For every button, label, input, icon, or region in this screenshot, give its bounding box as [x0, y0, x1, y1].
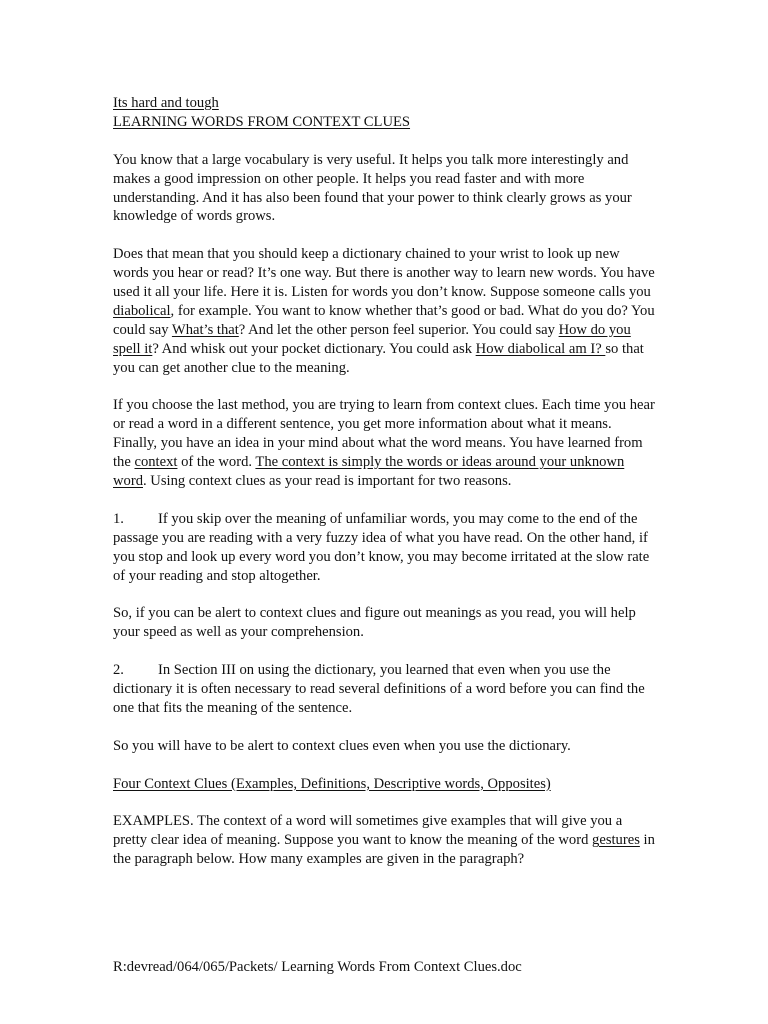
paragraph-vocabulary-intro — [113, 151, 658, 227]
paragraph-examples — [113, 812, 658, 869]
paragraph-speed — [113, 604, 658, 642]
underlined-phrase-how-diabolical: How diabolical am I? — [475, 340, 606, 357]
paragraph-text: So you will have to be alert to context clues even when you use the dictionary. — [113, 737, 571, 754]
underlined-term-diabolical: diabolical — [113, 302, 171, 319]
underlined-phrase-spell-it: How do you spell it — [113, 321, 631, 357]
section-heading — [113, 775, 658, 794]
paragraph-text: , for example. You want to know whether that’s good or bad. What do you do? You could say — [113, 302, 655, 338]
reason-text: In Section III on using the dictionary, you learned that even when you use the dictionary it is often necessary to read several definitions of a word before you can find the one that fits the meaning of the sentence. — [113, 662, 645, 716]
document-body — [113, 94, 658, 888]
reason-number: 2. — [113, 662, 124, 679]
reason-1 — [113, 510, 658, 586]
paragraph-alert — [113, 737, 658, 756]
paragraph-context-clues — [113, 396, 658, 491]
paragraph-text: in the paragraph below. How many examples are given in the paragraph? — [113, 832, 655, 868]
section-heading-text: Four Context Clues (Examples, Definitions, Descriptive words, Opposites) — [113, 775, 551, 792]
paragraph-text: ? And let the other person feel superior. You could say — [238, 321, 559, 338]
underlined-definition-context: The context is simply the words or ideas around your unknown word — [113, 454, 625, 490]
underlined-term-context: context — [134, 454, 178, 471]
paragraph-text: Does that mean that you should keep a dictionary chained to your wrist to look up new words you hear or read? It’s one way. But there is another way to learn new words. You have used it all your life. Here it is. Listen for words you don’t know. Suppose someone calls you — [113, 246, 655, 301]
paragraph-text: So, if you can be alert to context clues and figure out meanings as you read, you will help your speed as well as your comprehension. — [113, 605, 636, 641]
underlined-term-gestures: gestures — [592, 832, 640, 849]
document-subtitle: Its hard and tough — [113, 95, 219, 111]
reason-2 — [113, 661, 658, 718]
paragraph-dictionary — [113, 245, 658, 377]
paragraph-text: . Using context clues as your read is important for two reasons. — [143, 473, 512, 490]
underlined-phrase-whats-that: What’s that — [171, 321, 239, 338]
paragraph-text: so that you can get another clue to the meaning. — [113, 340, 644, 376]
reason-text: If you skip over the meaning of unfamiliar words, you may come to the end of the passage you are reading with a very fuzzy idea of what you have read. On the other hand, if you stop and look up every word you don’t know, you may become irritated at the slow rate of your reading and stop altogether. — [113, 510, 650, 584]
paragraph-text: If you choose the last method, you are trying to learn from context clues. Each time you hear or read a word in a different sentence, you get more information about what it means. Finally, you have an idea in your mind about what the word means. You have learned from the — [113, 397, 655, 471]
title-block — [113, 94, 658, 132]
paragraph-text: ? And whisk out your pocket dictionary. You could ask — [152, 340, 476, 357]
document-title: LEARNING WORDS FROM CONTEXT CLUES — [113, 113, 411, 130]
footer-file-path: R:devread/064/065/Packets/ Learning Words From Context Clues.doc — [113, 959, 522, 975]
paragraph-text: EXAMPLES. The context of a word will sometimes give examples that will give you a pretty clear idea of meaning. Suppose you want to know the meaning of the word — [113, 813, 623, 849]
paragraph-text: You know that a large vocabulary is very useful. It helps you talk more interestingly and makes a good impression on other people. It helps you read faster and with more understanding. And it has also been found that your power to think clearly grows as your knowledge of words grows. — [113, 151, 632, 225]
reason-number: 1. — [113, 510, 124, 527]
paragraph-text: of the word. — [177, 454, 256, 471]
